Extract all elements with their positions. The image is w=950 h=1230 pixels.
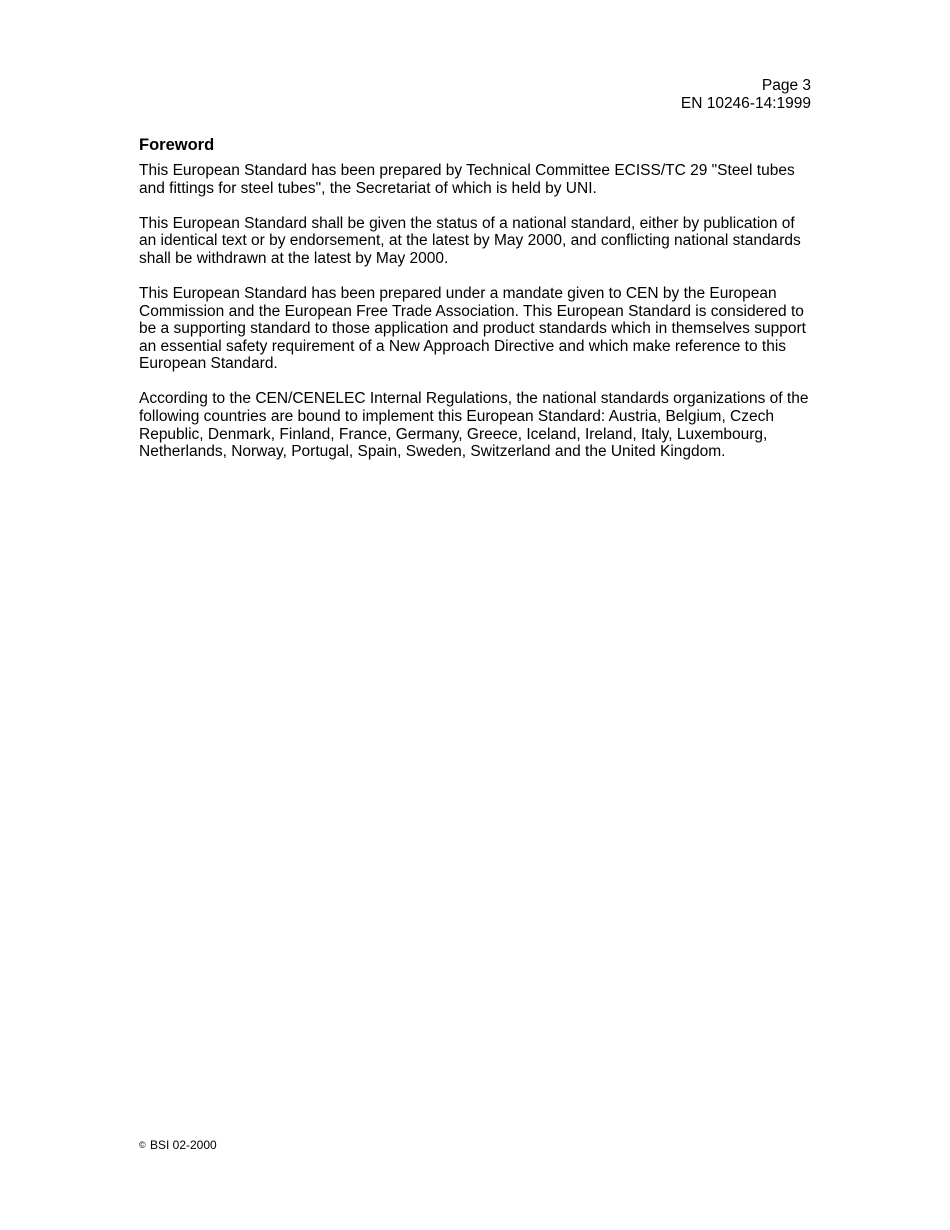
copyright-icon: © (139, 1140, 146, 1150)
copyright-text: BSI 02-2000 (149, 1138, 217, 1152)
section-title: Foreword (139, 136, 215, 154)
page-number: Page 3 (761, 77, 811, 94)
foreword-section (139, 136, 813, 478)
paragraph-member-countries: According to the CEN/CENELEC Internal Regulations, the national standards organizations of the following countries are bound to implement this European Standard: Austria, Belgium, Czech Republic, Denmark, Finland, France, Germany, Greece, Iceland, Ireland, Italy, Luxembourg, Netherlands, Norway, Portugal, Spain, Sweden, Switzerland and the United Kingdom. (139, 390, 809, 461)
page-footer (139, 1138, 217, 1152)
paragraph-committee: This European Standard has been prepared by Technical Committee ECISS/TC 29 "Steel tubes and fittings for steel tubes", the Secretariat of which is held by UNI. (139, 162, 795, 197)
paragraph-mandate: This European Standard has been prepared under a mandate given to CEN by the European Commission and the European Free Trade Association. This European Standard is considered to be a supporting standard to those application and product standards which in themselves support an essential safety requirement of a New Approach Directive and which make reference to this European Standard. (139, 284, 806, 373)
page-header (681, 77, 811, 113)
standard-identifier: EN 10246-14:1999 (680, 95, 811, 112)
paragraph-national-status: This European Standard shall be given the status of a national standard, either by publication of an identical text or by endorsement, at the latest by May 2000, and conflicting national standards shall be withdrawn at the latest by May 2000. (139, 214, 801, 267)
